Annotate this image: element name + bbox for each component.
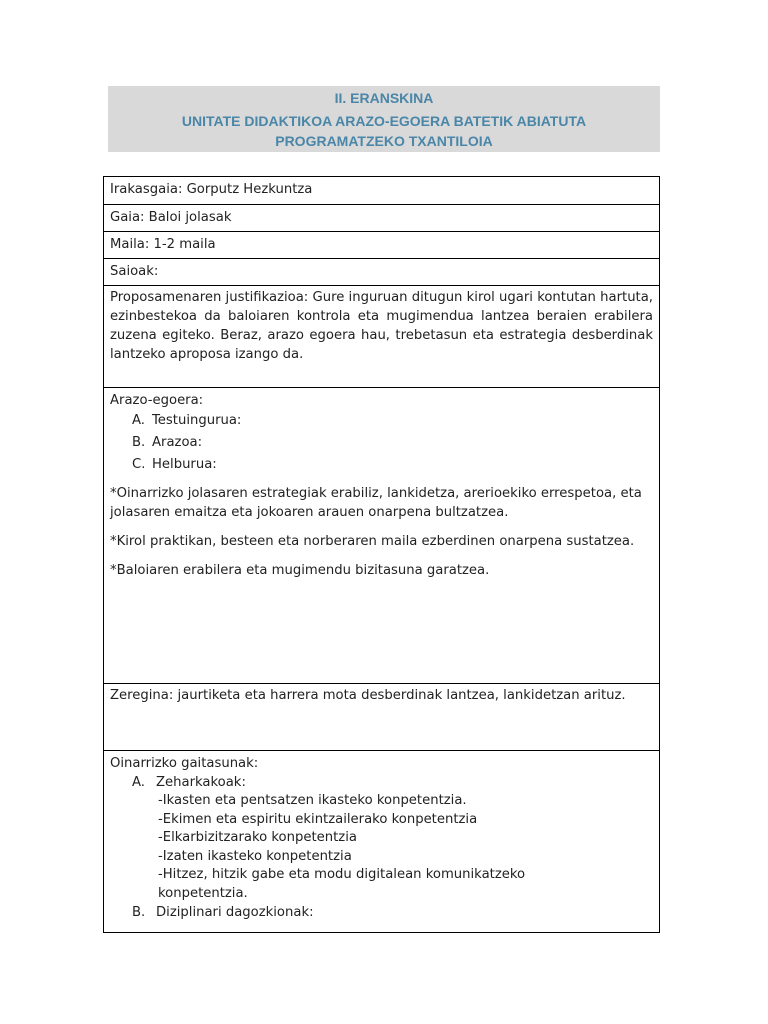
item-letter: A.	[132, 775, 145, 790]
list-item: -Izaten ikasteko konpetentzia	[158, 848, 352, 864]
item-text: Helburua:	[152, 457, 217, 472]
item-letter: A.	[132, 413, 145, 428]
gaitasunak-a	[110, 773, 653, 792]
arazo-goal-3: *Baloiaren erabilera eta mugimendu bizitasuna garatzea.	[110, 563, 490, 578]
item-letter: B.	[132, 435, 146, 450]
row-justifikazioa: Proposamenaren justifikazioa: Gure inguruan ditugun kirol ugari kontutan hartuta, ezinbestekoa da baloiaren kontrola eta mugimendua lantzea beraien erabilera zuzena egiteko. Beraz, arazo egoera hau, trebetasun eta estrategia desberdinak lantzeko aproposa izango da.	[104, 285, 659, 387]
row-saioak: Saioak:	[104, 258, 659, 285]
template-title	[108, 111, 660, 151]
arazo-item-b	[110, 432, 653, 454]
template-table	[103, 176, 660, 933]
row-arazo-egoera	[104, 387, 659, 683]
row-zeregina: Zeregina: jaurtiketa eta harrera mota desberdinak lantzea, lankidetzan arituz.	[104, 683, 659, 750]
row-irakasgaia: Irakasgaia: Gorputz Hezkuntza	[110, 182, 313, 197]
item-text: Diziplinari dagozkionak:	[156, 905, 314, 920]
row-oinarrizko-gaitasunak	[104, 750, 659, 932]
arazo-goal-1: *Oinarrizko jolasaren estrategiak erabiliz, lankidetza, arerioekiko errespetoa, eta jolasaren emaitza eta jokoaren arauen onarpena bultzatzea.	[110, 486, 642, 520]
arazo-label: Arazo-egoera:	[110, 393, 204, 408]
list-item: konpetentzia.	[158, 885, 248, 901]
gaitasunak-b	[110, 903, 653, 922]
arazo-item-c	[110, 454, 653, 476]
list-item: -Elkarbizitzarako konpetentzia	[158, 830, 357, 845]
arazo-item-a	[110, 410, 653, 432]
item-text: Arazoa:	[152, 435, 203, 450]
item-letter: C.	[132, 457, 146, 472]
list-item: -Ekimen eta espiritu ekintzailerako konpetentzia	[158, 811, 478, 827]
item-text: Testuingurua:	[152, 413, 242, 428]
row-gaia: Gaia: Baloi jolasak	[104, 204, 659, 231]
list-item: -Ikasten eta pentsatzen ikasteko konpetentzia.	[158, 793, 467, 808]
annex-title: II. ERANSKINA	[334, 90, 434, 106]
list-item: -Hitzez, hitzik gabe eta modu digitalean komunikatzeko	[158, 867, 526, 882]
row-maila: Maila: 1-2 maila	[104, 231, 659, 258]
arazo-goal-2: *Kirol praktikan, besteen eta norberaren maila ezberdinen onarpena sustatzea.	[110, 534, 635, 549]
document-header	[108, 86, 660, 152]
template-title-line-1: UNITATE DIDAKTIKOA ARAZO-EGOERA BATETIK ABIATUTA	[181, 113, 587, 129]
zeharkakoak-list	[110, 792, 653, 903]
template-title-line-2: PROGRAMATZEKO TXANTILOIA	[275, 133, 493, 149]
gaitasunak-label: Oinarrizko gaitasunak:	[110, 756, 259, 771]
item-text: Zeharkakoak:	[156, 775, 246, 790]
item-letter: B.	[132, 905, 146, 920]
